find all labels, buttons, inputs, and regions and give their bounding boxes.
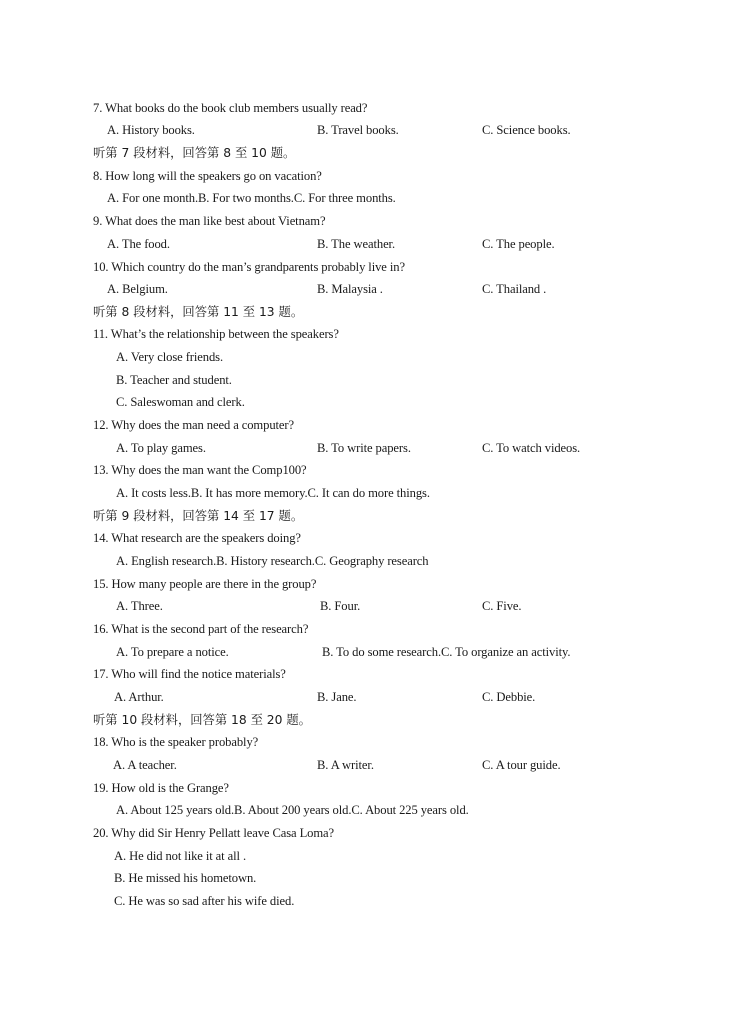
question-18-option-a: A. A teacher. (113, 758, 177, 772)
question-19-stem: 19. How old is the Grange? (93, 781, 229, 795)
question-13-options: A. It costs less.B. It has more memory.C. It can do more things. (116, 486, 430, 500)
question-11-stem: 11. What’s the relationship between the speakers? (93, 327, 339, 341)
question-7-option-a: A. History books. (107, 123, 195, 137)
question-11-option-b: B. Teacher and student. (116, 373, 232, 387)
question-12-option-a: A. To play games. (116, 441, 206, 455)
question-17-option-a: A. Arthur. (114, 690, 164, 704)
question-10-option-b: B. Malaysia . (317, 282, 383, 296)
question-15-option-a: A. Three. (116, 599, 163, 613)
question-20-option-a: A. He did not like it at all . (114, 849, 247, 863)
question-10-option-a: A. Belgium. (107, 282, 168, 296)
question-17-stem: 17. Who will find the notice materials? (93, 667, 286, 681)
question-9-option-a: A. The food. (107, 237, 170, 251)
section-7-heading: 听第 7 段材料，回答第 8 至 10 题。 (93, 146, 296, 160)
question-15-option-b: B. Four. (320, 599, 361, 613)
question-15-option-c: C. Five. (482, 599, 522, 613)
question-9-option-c: C. The people. (482, 237, 555, 251)
question-11-option-a: A. Very close friends. (116, 350, 224, 364)
section-9-heading: 听第 9 段材料，回答第 14 至 17 题。 (93, 509, 304, 523)
question-7-stem: 7. What books do the book club members usually read? (93, 101, 368, 115)
question-20-option-b: B. He missed his hometown. (114, 871, 257, 885)
question-10-stem: 10. Which country do the man’s grandparents probably live in? (93, 260, 405, 274)
question-7-option-b: B. Travel books. (317, 123, 399, 137)
question-8-stem: 8. How long will the speakers go on vacation? (93, 169, 322, 183)
question-16-stem: 16. What is the second part of the research? (93, 622, 309, 636)
question-10-option-c: C. Thailand . (482, 282, 547, 296)
question-20-option-c: C. He was so sad after his wife died. (114, 894, 295, 908)
section-8-heading: 听第 8 段材料，回答第 11 至 13 题。 (93, 305, 304, 319)
question-15-stem: 15. How many people are there in the group? (93, 577, 317, 591)
question-14-stem: 14. What research are the speakers doing? (93, 531, 301, 545)
question-18-stem: 18. Who is the speaker probably? (93, 735, 259, 749)
question-17-option-c: C. Debbie. (482, 690, 536, 704)
question-7-option-c: C. Science books. (482, 123, 571, 137)
question-18-option-c: C. A tour guide. (482, 758, 561, 772)
question-16-options-bc: B. To do some research.C. To organize an activity. (322, 645, 571, 659)
question-12-stem: 12. Why does the man need a computer? (93, 418, 294, 432)
question-18-option-b: B. A writer. (317, 758, 374, 772)
question-20-stem: 20. Why did Sir Henry Pellatt leave Casa Loma? (93, 826, 335, 840)
question-12-option-b: B. To write papers. (317, 441, 411, 455)
question-19-options: A. About 125 years old.B. About 200 years old.C. About 225 years old. (116, 803, 469, 817)
question-17-option-b: B. Jane. (317, 690, 357, 704)
question-13-stem: 13. Why does the man want the Comp100? (93, 463, 307, 477)
section-10-heading: 听第 10 段材料，回答第 18 至 20 题。 (93, 713, 311, 727)
question-8-options: A. For one month.B. For two months.C. For three months. (107, 191, 396, 205)
question-12-option-c: C. To watch videos. (482, 441, 581, 455)
question-14-options: A. English research.B. History research.C. Geography research (116, 554, 429, 568)
question-11-option-c: C. Saleswoman and clerk. (116, 395, 245, 409)
question-9-option-b: B. The weather. (317, 237, 396, 251)
question-16-option-a: A. To prepare a notice. (116, 645, 229, 659)
question-9-stem: 9. What does the man like best about Vietnam? (93, 214, 326, 228)
